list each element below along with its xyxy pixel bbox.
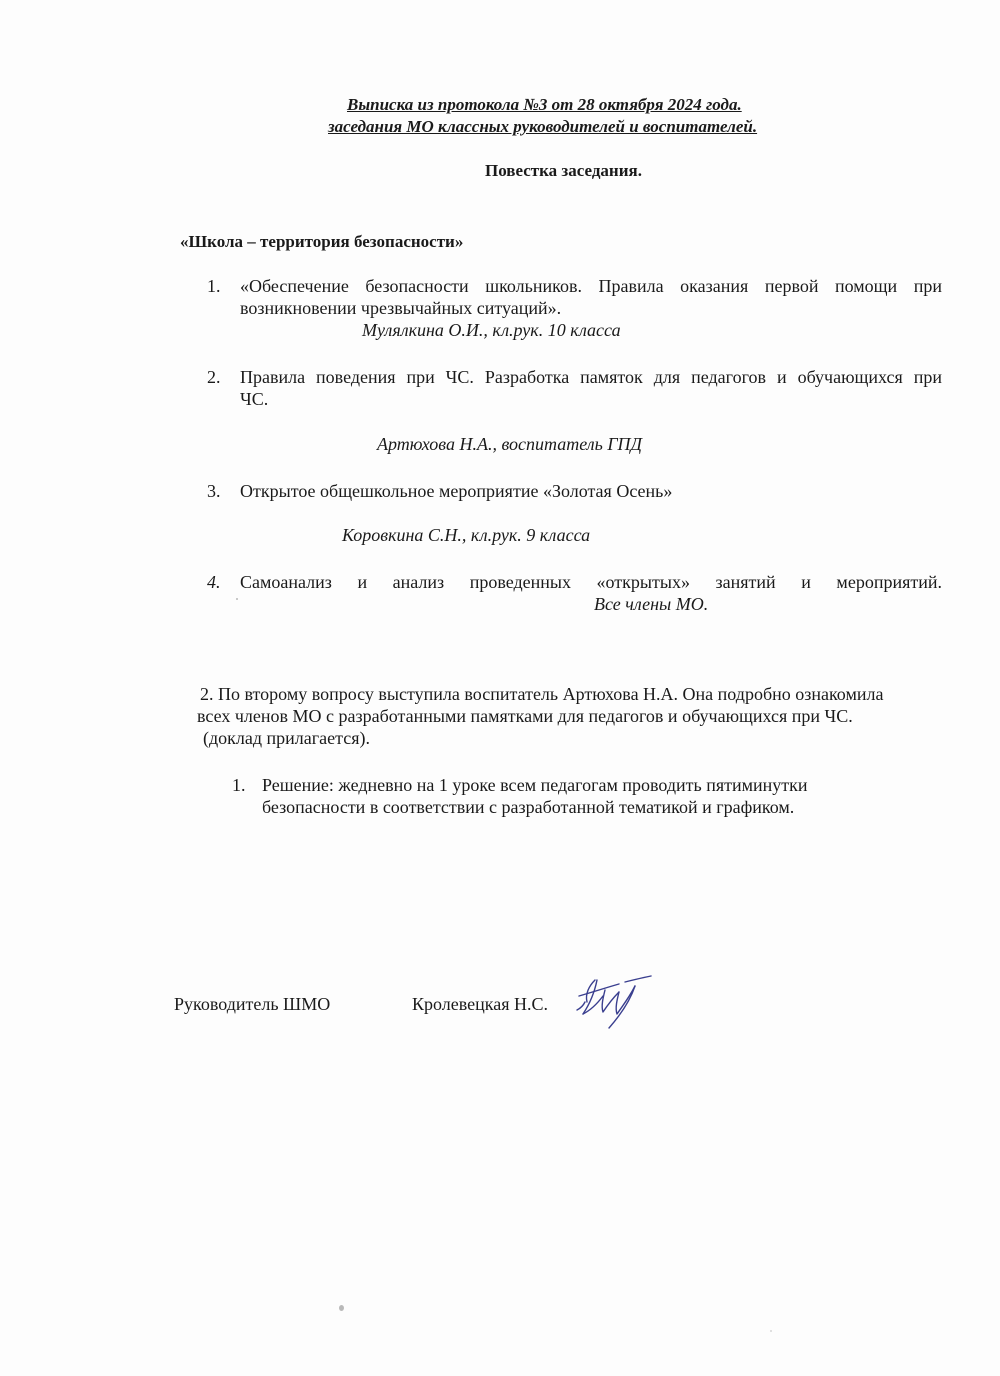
agenda-item-3-speaker: Коровкина С.Н., кл.рук. 9 класса: [342, 525, 591, 545]
scan-speck: [339, 1305, 344, 1311]
section2-line2: всех членов МО с разработанными памятками для педагогов и обучающихся при ЧС.: [197, 706, 853, 726]
agenda-item-4-line1: Самоанализ и анализ проведенных «открытых» занятий и мероприятий.: [240, 572, 942, 592]
agenda-item-2-speaker: Артюхова Н.А., воспитатель ГПД: [377, 434, 643, 454]
agenda-item-2-number: 2.: [207, 367, 221, 387]
agenda-item-4-speaker: Все члены МО.: [594, 594, 709, 614]
decision-number: 1.: [232, 775, 246, 795]
decision-line2: безопасности в соответствии с разработанной тематикой и графиком.: [262, 797, 795, 817]
agenda-item-1-line2: возникновении чрезвычайных ситуаций».: [240, 298, 562, 318]
scan-speck: [236, 598, 238, 600]
agenda-item-2-line2: ЧС.: [240, 389, 269, 409]
agenda-item-4-number: 4.: [207, 572, 221, 592]
section2-line1: 2. По второму вопросу выступила воспитатель Артюхова Н.А. Она подробно ознакомила: [200, 684, 884, 704]
handwritten-signature-icon: [575, 972, 657, 1030]
agenda-item-3-number: 3.: [207, 481, 221, 501]
agenda-item-1-speaker: Мулялкина О.И., кл.рук. 10 класса: [362, 320, 621, 340]
signatory-role: Руководитель ШМО: [174, 994, 331, 1014]
protocol-title-line2: заседания МО классных руководителей и воспитателей.: [328, 117, 758, 136]
meeting-topic: «Школа – территория безопасности»: [180, 232, 464, 251]
agenda-item-1-number: 1.: [207, 276, 221, 296]
agenda-heading: Повестка заседания.: [485, 161, 642, 180]
section2-line3: (доклад прилагается).: [203, 728, 370, 748]
scan-speck: [770, 1330, 772, 1332]
protocol-title-line1: Выписка из протокола №3 от 28 октября 2024 года.: [347, 95, 742, 114]
agenda-item-3-line1: Открытое общешкольное мероприятие «Золотая Осень»: [240, 481, 673, 501]
signatory-name: Кролевецкая Н.С.: [412, 994, 549, 1014]
decision-line1: Решение: жедневно на 1 уроке всем педагогам проводить пятиминутки: [262, 775, 808, 795]
agenda-item-2-line1: Правила поведения при ЧС. Разработка памяток для педагогов и обучающихся при: [240, 367, 942, 387]
agenda-item-1-line1: «Обеспечение безопасности школьников. Правила оказания первой помощи при: [240, 276, 942, 296]
